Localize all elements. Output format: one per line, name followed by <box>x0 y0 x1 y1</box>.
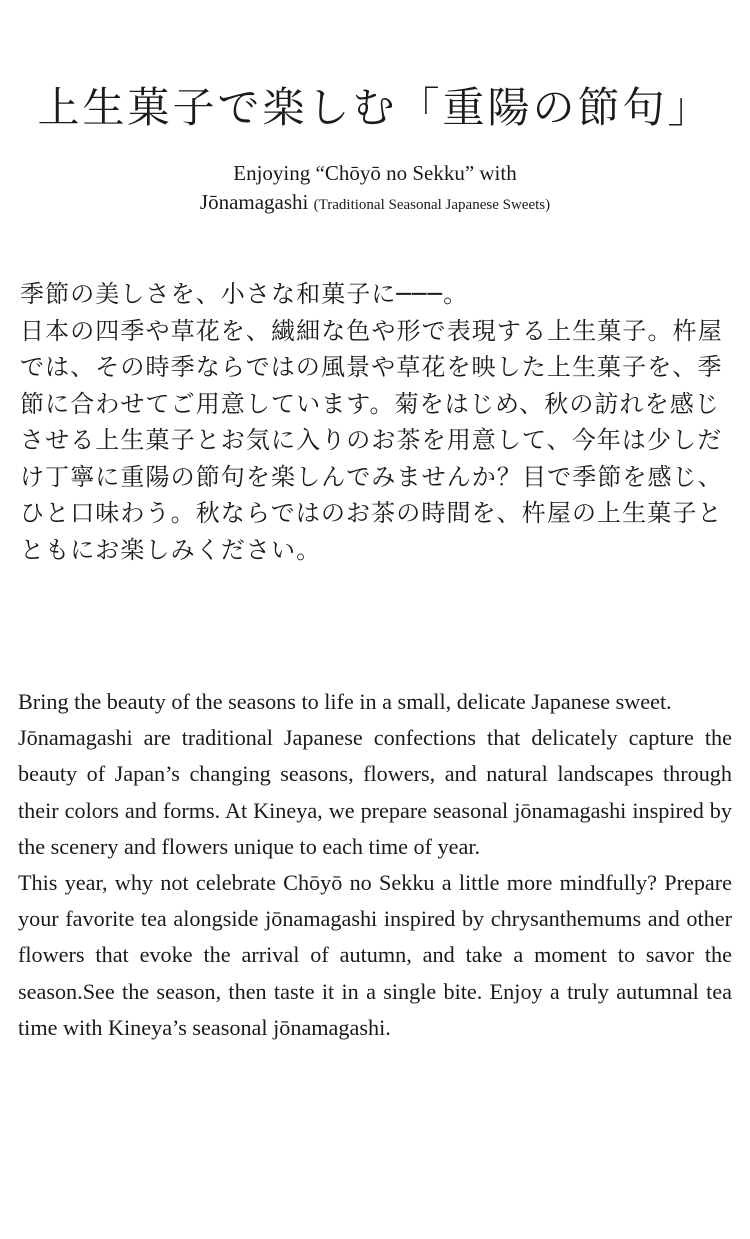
subtitle-line-2 <box>0 188 750 220</box>
japanese-body <box>20 276 732 568</box>
japanese-paragraph: 日本の四季や草花を、繊細な色や形で表現する上生菓子。杵屋では、その時季ならではの風景や草花を映した上生菓子を、季節に合わせてご用意しています。菊をはじめ、秋の訪れを感じさせる上生菓子とお気に入りのお茶を用意して、今年は少しだけ丁寧に重陽の節句を楽しんでみませんか？目で季節を感じ、ひと口味わう。秋ならではのお茶の時間を、杵屋の上生菓子とともにお楽しみください。 <box>20 316 723 564</box>
japanese-intro-line: 季節の美しさを、小さな和菓子に───。 <box>20 280 469 308</box>
english-paragraph-jonamagashi: Jōnamagashi are traditional Japanese confections that delicately capture the beauty of Japan’s changing seasons, flowers, and natural landscapes through their colors and forms. At Kineya, we prepare seasonal jōnamagashi inspired by the scenery and flowers unique to each time of year. <box>18 725 732 859</box>
page-title: 上生菓子で楽しむ「重陽の節句」 <box>37 83 713 132</box>
subtitle-term: Jōnamagashi <box>199 190 309 214</box>
subtitle-parenthetical: (Traditional Seasonal Japanese Sweets) <box>313 197 551 213</box>
subtitle-line-1: Enjoying “Chōyō no Sekku” with <box>233 161 517 185</box>
english-body <box>18 684 732 1046</box>
page-subtitle <box>0 159 750 220</box>
english-paragraph-choyo: This year, why not celebrate Chōyō no Sekku a little more mindfully? Prepare your favorite tea alongside jōnamagashi inspired by chrysanthemums and other flowers that evoke the arrival of autumn, and take a moment to savor the season.See the season, then taste it in a single bite. Enjoy a truly autumnal tea time with Kineya’s seasonal jōnamagashi. <box>18 870 732 1040</box>
english-intro-paragraph: Bring the beauty of the seasons to life in a small, delicate Japanese sweet. <box>18 689 672 714</box>
